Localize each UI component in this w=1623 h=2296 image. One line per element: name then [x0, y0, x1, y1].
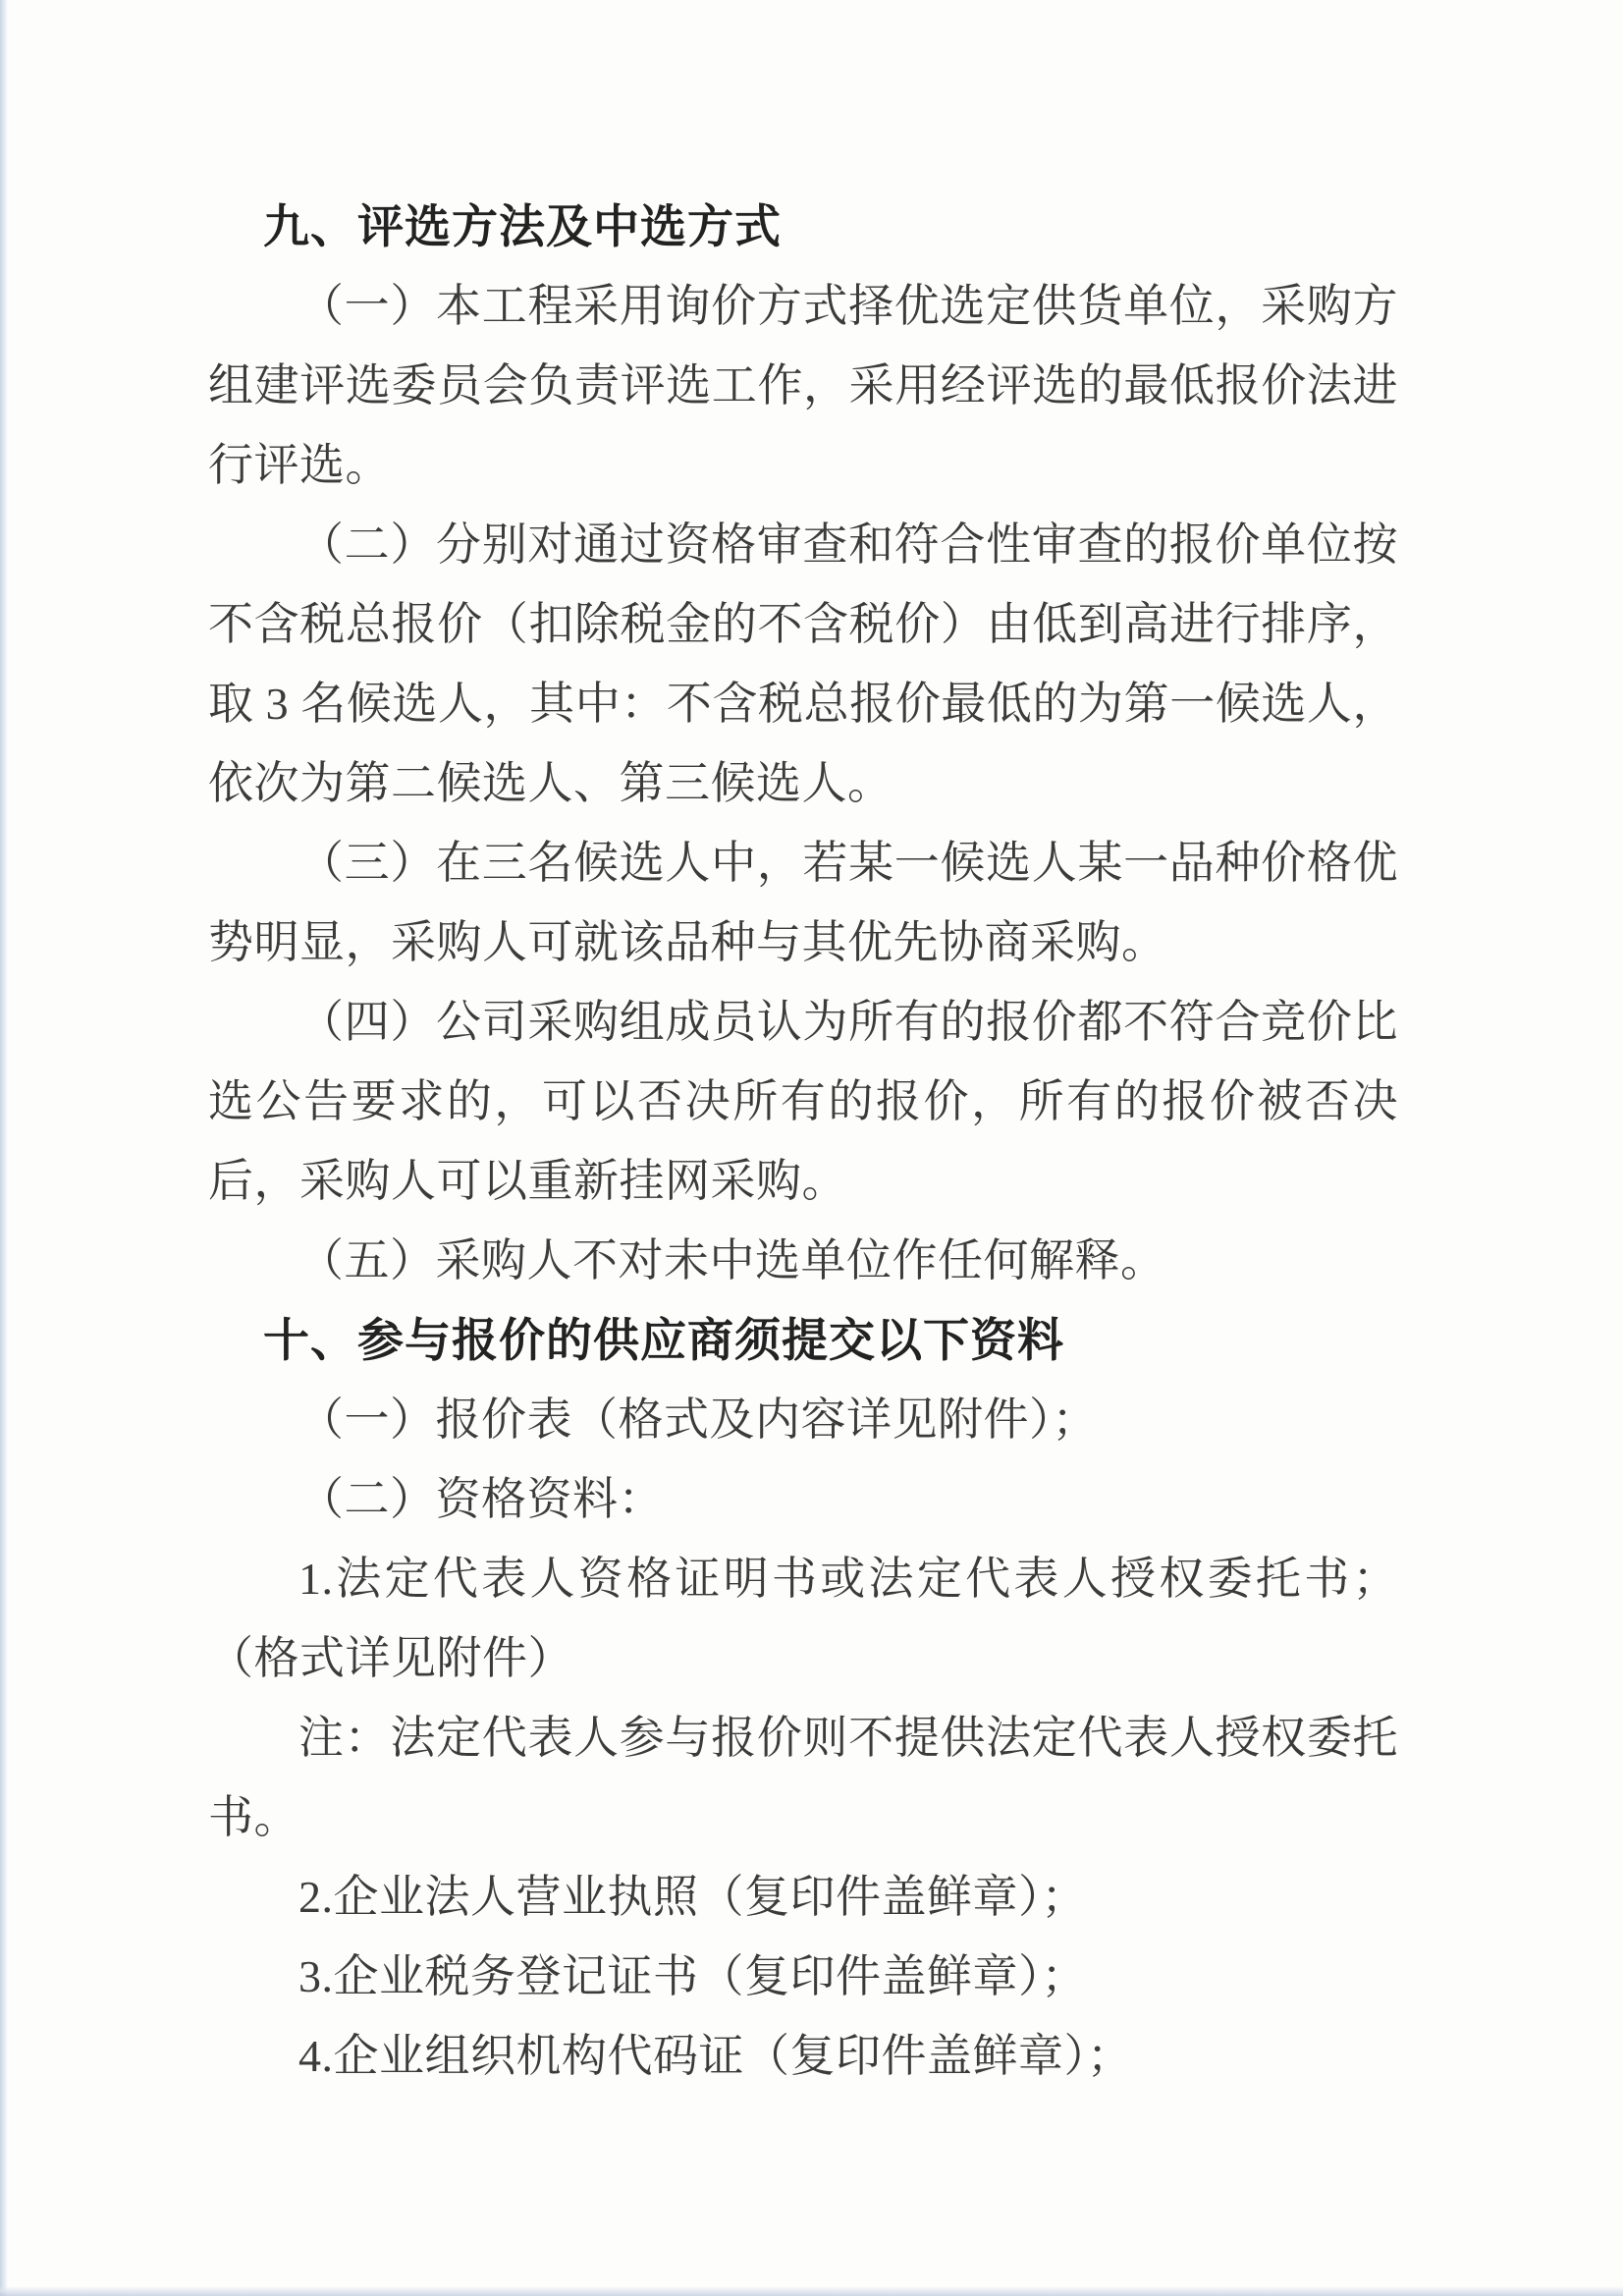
- scan-edge-left-artifact: [0, 0, 8, 2296]
- paragraph-10-2-item2: 2.企业法人营业执照（复印件盖鲜章）；: [298, 1872, 1087, 1922]
- document-body: [208, 187, 1398, 2096]
- paragraph-10-1: （一）报价表（格式及内容详见附件）；: [298, 1394, 1098, 1445]
- paragraph-10-2-item4: 4.企业组织机构代码证（复印件盖鲜章）；: [298, 2031, 1133, 2081]
- paragraph-10-2: （二）资格资料：: [298, 1474, 664, 1524]
- paragraph-9-5: （五）采购人不对未中选单位作任何解释。: [298, 1235, 1166, 1285]
- section-heading-10: 十、参与报价的供应商须提交以下资料: [263, 1314, 1064, 1366]
- paragraph-10-2-item3: 3.企业税务登记证书（复印件盖鲜章）；: [298, 1951, 1087, 2001]
- paragraph-10-2-item1: 1.法定代表人资格证明书或法定代表人授权委托书；（格式详见附件）: [208, 1554, 1398, 1683]
- paragraph-10-2-note: 注：法定代表人参与报价则不提供法定代表人授权委托书。: [208, 1713, 1398, 1842]
- scan-edge-bottom-artifact: [0, 2286, 1623, 2296]
- section-heading-9: 九、评选方法及中选方式: [263, 200, 782, 252]
- paragraph-9-3: （三）在三名候选人中，若某一候选人某一品种价格优势明显，采购人可就该品种与其优先协商采购。: [208, 838, 1398, 967]
- paragraph-9-4: （四）公司采购组成员认为所有的报价都不符合竞价比选公告要求的，可以否决所有的报价，所有的报价被否决后，采购人可以重新挂网采购。: [208, 997, 1398, 1206]
- paragraph-9-2: （二）分别对通过资格审查和符合性审查的报价单位按不含税总报价（扣除税金的不含税价）由低到高进行排序，取 3 名候选人，其中：不含税总报价最低的为第一候选人，依次为第二候选人、第三候选人。: [208, 519, 1398, 808]
- paragraph-9-1: （一）本工程采用询价方式择优选定供货单位，采购方组建评选委员会负责评选工作，采用经评选的最低报价法进行评选。: [208, 281, 1398, 490]
